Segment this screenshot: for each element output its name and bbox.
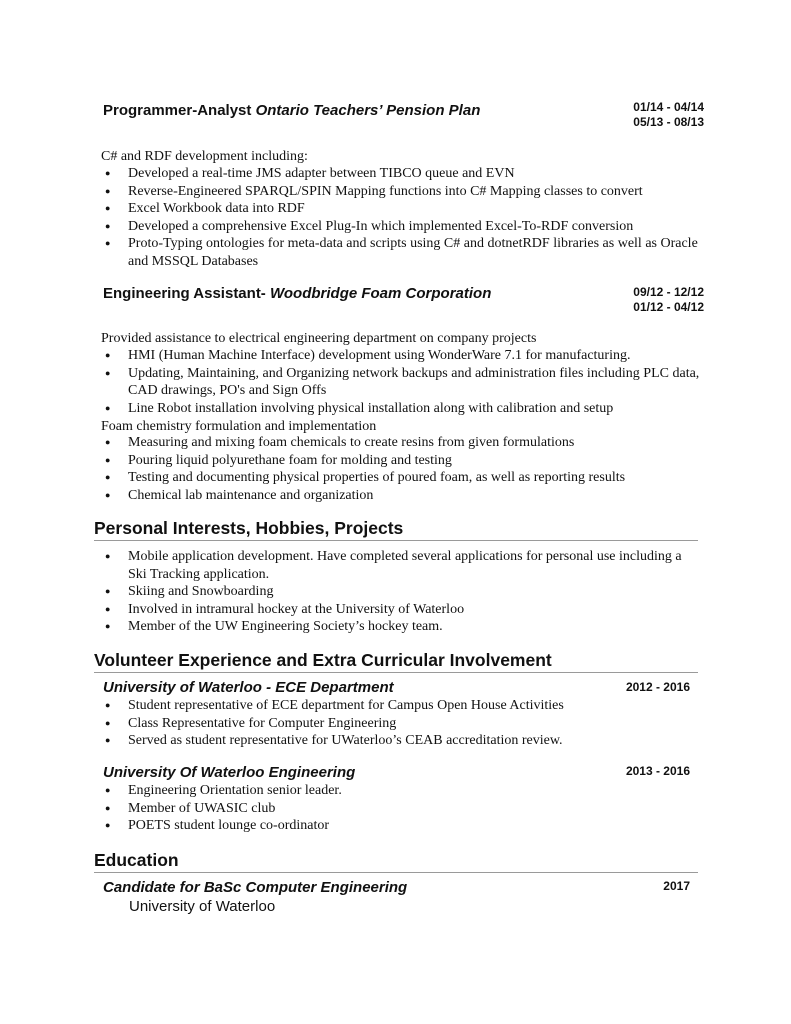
education-school: University of Waterloo bbox=[129, 898, 276, 915]
list-item: ● Mobile application development. Have completed several applications for personal use including a Ski Tracking application. bbox=[101, 548, 701, 583]
volunteer-org2-years: 2013 - 2016 bbox=[625, 764, 690, 778]
job2-heading bbox=[103, 285, 703, 303]
list-item: ● Testing and documenting physical properties of poured foam, as well as reporting results bbox=[101, 469, 701, 487]
job2-date-2: 01/12 - 04/12 bbox=[633, 299, 704, 314]
list-item: ● Excel Workbook data into RDF bbox=[101, 200, 701, 218]
volunteer-org2-name: University Of Waterloo Engineering bbox=[103, 764, 356, 781]
volunteer-org1-name: University of Waterloo - ECE Department bbox=[103, 679, 394, 696]
interests-heading: Personal Interests, Hobbies, Projects bbox=[94, 518, 404, 538]
job2-company: Woodbridge Foam Corporation bbox=[269, 285, 492, 302]
list-item: ● Updating, Maintaining, and Organizing network backups and administration files including PLC data, CAD drawings, PO's and Sign Offs bbox=[101, 365, 701, 400]
job1-date-2: 05/13 - 08/13 bbox=[633, 114, 704, 129]
list-item: ● Skiing and Snowboarding bbox=[101, 583, 701, 601]
list-item: ● Chemical lab maintenance and organization bbox=[101, 487, 701, 505]
job1-company: Ontario Teachers’ Pension Plan bbox=[255, 102, 481, 119]
list-item: ● Line Robot installation involving physical installation along with calibration and setup bbox=[101, 400, 701, 418]
job2-bullets-2 bbox=[101, 434, 701, 504]
job1-intro: C# and RDF development including: bbox=[101, 149, 308, 164]
job1-title: Programmer-Analyst bbox=[103, 102, 256, 119]
list-item: ● Class Representative for Computer Engineering bbox=[101, 715, 701, 733]
job1-dates bbox=[614, 100, 704, 129]
job2-bullets bbox=[101, 347, 701, 417]
list-item: ● Developed a real-time JMS adapter between TIBCO queue and EVN bbox=[101, 165, 701, 183]
job2-title: Engineering Assistant- bbox=[103, 285, 270, 302]
job2-intro: Provided assistance to electrical engineering department on company projects bbox=[101, 331, 537, 346]
interests-divider bbox=[94, 540, 698, 541]
list-item: ● Involved in intramural hockey at the University of Waterloo bbox=[101, 601, 701, 619]
list-item: ● Pouring liquid polyurethane foam for molding and testing bbox=[101, 452, 701, 470]
education-divider bbox=[94, 872, 698, 873]
list-item: ● Proto-Typing ontologies for meta-data and scripts using C# and dotnetRDF libraries as well as Oracle and MSSQL Databases bbox=[101, 235, 701, 270]
list-item: ● Developed a comprehensive Excel Plug-In which implemented Excel-To-RDF conversion bbox=[101, 218, 701, 236]
list-item: ● Reverse-Engineered SPARQL/SPIN Mapping functions into C# Mapping classes to convert bbox=[101, 183, 701, 201]
list-item: ● Member of UWASIC club bbox=[101, 800, 701, 818]
list-item: ● HMI (Human Machine Interface) development using WonderWare 7.1 for manufacturing. bbox=[101, 347, 701, 365]
volunteer-heading: Volunteer Experience and Extra Curricular Involvement bbox=[94, 650, 552, 670]
list-item: ● Student representative of ECE department for Campus Open House Activities bbox=[101, 697, 701, 715]
education-heading: Education bbox=[94, 850, 179, 870]
volunteer-divider bbox=[94, 672, 698, 673]
job2-dates bbox=[614, 285, 704, 314]
list-item: ● Member of the UW Engineering Society’s hockey team. bbox=[101, 618, 701, 636]
volunteer-org1-bullets bbox=[101, 697, 701, 750]
list-item: ● POETS student lounge co-ordinator bbox=[101, 817, 701, 835]
list-item: ● Measuring and mixing foam chemicals to create resins from given formulations bbox=[101, 434, 701, 452]
job1-date-1: 01/14 - 04/14 bbox=[633, 100, 704, 114]
education-year: 2017 bbox=[663, 879, 690, 893]
job1-heading bbox=[103, 102, 703, 120]
volunteer-org2-bullets bbox=[101, 782, 701, 835]
education-degree: Candidate for BaSc Computer Engineering bbox=[103, 879, 408, 896]
list-item: ● Engineering Orientation senior leader. bbox=[101, 782, 701, 800]
job2-date-1: 09/12 - 12/12 bbox=[633, 285, 704, 299]
list-item: ● Served as student representative for UWaterloo’s CEAB accreditation review. bbox=[101, 732, 701, 750]
volunteer-org1-years: 2012 - 2016 bbox=[625, 680, 690, 694]
job2-sublabel: Foam chemistry formulation and implementation bbox=[101, 419, 377, 434]
job1-bullets bbox=[101, 165, 701, 271]
interests-bullets bbox=[101, 548, 701, 636]
